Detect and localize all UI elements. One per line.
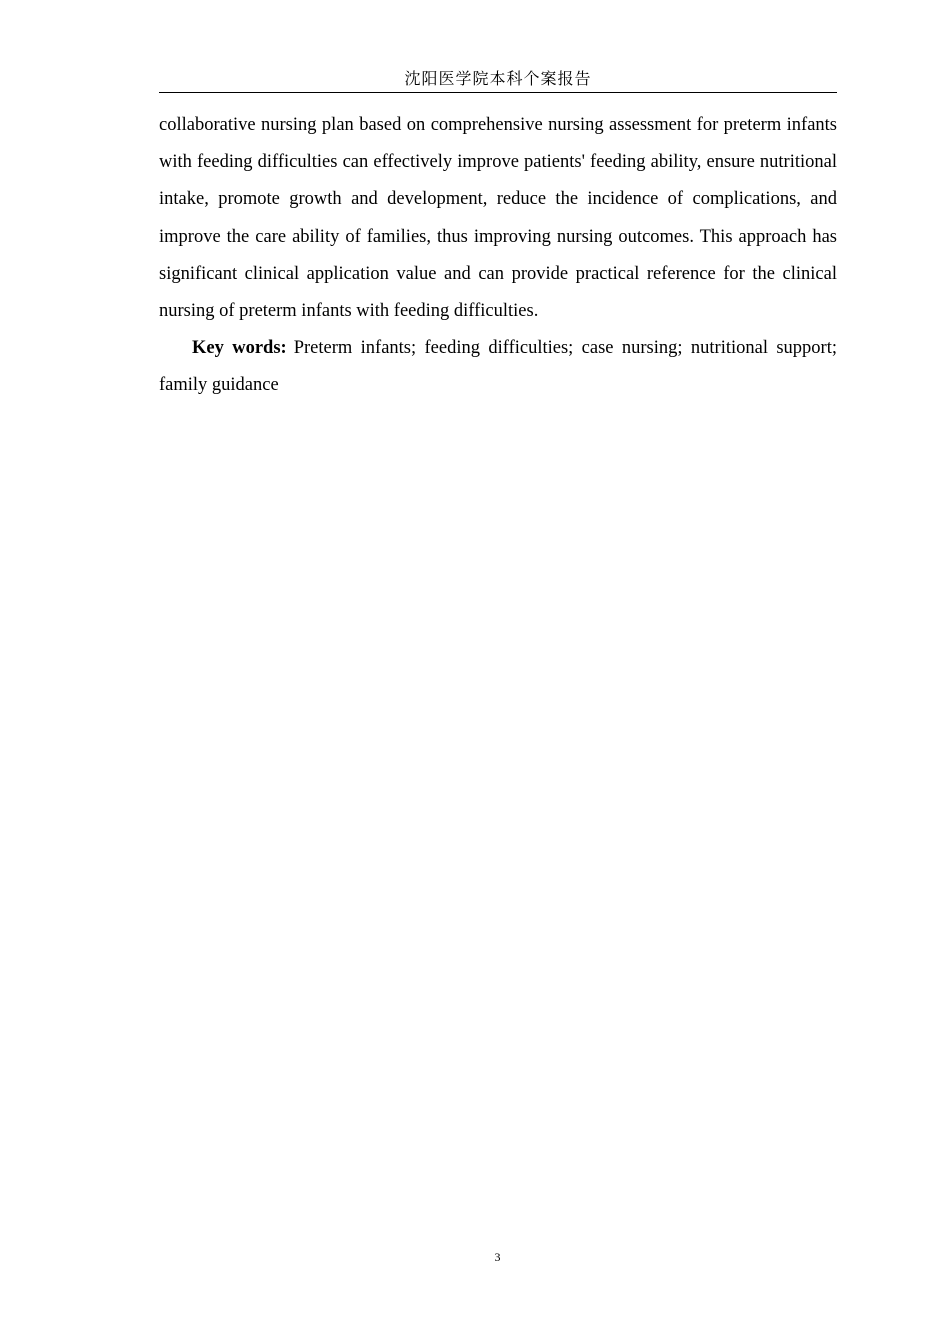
keywords-text: Preterm infants; feeding difficulties; case nursing; nutritional support; family guidance: [159, 338, 837, 396]
keywords-label: Key words:: [192, 338, 287, 359]
page-number: 3: [494, 1250, 501, 1264]
page-header: [159, 66, 837, 93]
keywords-paragraph: [159, 330, 837, 404]
abstract-paragraph: collaborative nursing plan based on comprehensive nursing assessment for preterm infants with feeding difficulties can effectively improve patients' feeding ability, ensure nutritional intake, promote growth and development, reduce the incidence of complications, and improve the care ability of families, thus improving nursing outcomes. This approach has significant clinical application value and can provide practical reference for the clinical nursing of preterm infants with feeding difficulties.: [159, 115, 837, 322]
header-title: 沈阳医学院本科个案报告: [404, 69, 592, 88]
abstract-body: [159, 107, 837, 405]
